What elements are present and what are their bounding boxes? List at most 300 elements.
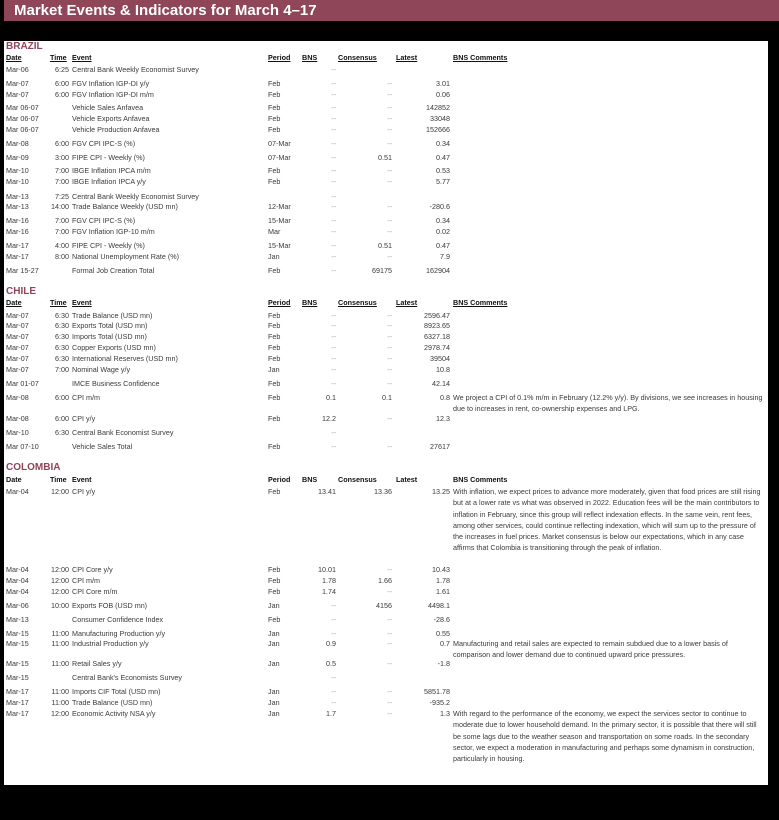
cell-consensus: -- — [387, 687, 392, 696]
column-header-consensus: Consensus — [338, 475, 377, 484]
table-row — [4, 427, 768, 438]
cell-event: Copper Exports (USD mn) — [72, 343, 156, 352]
cell-latest: 4498.1 — [428, 601, 450, 610]
cell-comment: With regard to the performance of the economy, we expect the services sector to continue to moderate due to lower household demand. In the primary sector, it is possible that there will still be some lags due to the weather season and transportation on some roads. In the secondary sector, we expect a moderation in manufacturing and perhaps some dynamism in construction, particularly in housing. — [453, 709, 757, 764]
cell-latest: 1.78 — [436, 576, 450, 585]
cell-bns: 0.9 — [326, 639, 336, 648]
cell-event: Central Bank Weekly Economist Survey — [72, 65, 199, 74]
cell-bns: -- — [331, 114, 336, 123]
table-row — [4, 102, 768, 113]
cell-time: 11:00 — [51, 629, 69, 638]
cell-bns: -- — [331, 266, 336, 275]
cell-event: Manufacturing Production y/y — [72, 629, 166, 638]
cell-period: Feb — [268, 565, 281, 574]
cell-bns: -- — [331, 139, 336, 148]
cell-event: Central Bank's Economists Survey — [72, 673, 183, 682]
cell-event: International Reserves (USD mn) — [72, 354, 178, 363]
cell-bns: 1.7 — [326, 709, 336, 718]
cell-period: Feb — [268, 393, 281, 402]
cell-latest: 0.34 — [436, 139, 450, 148]
cell-date: Mar-15 — [6, 639, 29, 648]
cell-time: 6:30 — [55, 321, 69, 330]
cell-bns: -- — [331, 428, 336, 437]
cell-consensus: -- — [387, 166, 392, 175]
table-row — [4, 138, 768, 149]
cell-latest: 0.06 — [436, 90, 450, 99]
cell-event: IBGE Inflation IPCA m/m — [72, 166, 151, 175]
column-header-bns: BNS — [302, 298, 318, 307]
cell-event: Trade Balance Weekly (USD mn) — [72, 202, 178, 211]
cell-period: Feb — [268, 266, 281, 275]
cell-period: Feb — [268, 442, 281, 451]
cell-latest: 13.25 — [432, 487, 450, 496]
cell-event: Trade Balance (USD mn) — [72, 698, 153, 707]
cell-event: Consumer Confidence Index — [72, 615, 164, 624]
table-row — [4, 378, 768, 389]
page-title: Market Events & Indicators for March 4–17 — [4, 0, 779, 21]
cell-date: Mar 06-07 — [6, 103, 39, 112]
cell-period: Feb — [268, 177, 281, 186]
cell-date: Mar-17 — [6, 252, 29, 261]
cell-bns: -- — [331, 65, 336, 74]
cell-bns: -- — [331, 216, 336, 225]
cell-time: 6:00 — [55, 79, 69, 88]
cell-bns: 1.78 — [322, 576, 336, 585]
cell-period: Jan — [268, 601, 280, 610]
cell-period: Jan — [268, 687, 280, 696]
cell-latest: -935.2 — [429, 698, 450, 707]
cell-event: CPI Core m/m — [72, 587, 118, 596]
cell-date: Mar 06-07 — [6, 125, 39, 134]
cell-latest: 3.01 — [436, 79, 450, 88]
table-row — [4, 64, 768, 75]
cell-bns: 1.74 — [322, 587, 336, 596]
header-row-chile — [4, 297, 768, 308]
cell-comment: Manufacturing and retail sales are expected to remain subdued due to a lower basis of comparison and lower demand due to continued upward price pressures. — [453, 639, 728, 660]
cell-consensus: 0.51 — [378, 153, 392, 162]
cell-period: Jan — [268, 252, 280, 261]
cell-bns: 0.1 — [326, 393, 336, 402]
cell-bns: -- — [331, 177, 336, 186]
cell-consensus: -- — [387, 103, 392, 112]
table-row — [4, 600, 768, 611]
cell-event: CPI m/m — [72, 576, 100, 585]
column-header-time: Time — [50, 298, 67, 307]
cell-latest: -280.6 — [429, 202, 450, 211]
cell-period: Feb — [268, 321, 281, 330]
cell-period: Mar — [268, 227, 281, 236]
cell-time: 6:30 — [55, 343, 69, 352]
cell-time: 7:00 — [55, 166, 69, 175]
table-row — [4, 240, 768, 251]
cell-bns: -- — [331, 687, 336, 696]
cell-bns: -- — [331, 332, 336, 341]
cell-period: Feb — [268, 332, 281, 341]
table-row — [4, 78, 768, 89]
cell-bns: 13.41 — [318, 487, 336, 496]
cell-time: 11:00 — [51, 687, 69, 696]
cell-date: Mar-07 — [6, 311, 29, 320]
cell-bns: -- — [331, 343, 336, 352]
cell-event: Imports CIF Total (USD mn) — [72, 687, 161, 696]
table-row — [4, 124, 768, 135]
cell-latest: 8923.65 — [424, 321, 450, 330]
cell-consensus: -- — [387, 365, 392, 374]
column-header-time: Time — [50, 53, 67, 62]
section-title-colombia: COLOMBIA — [6, 462, 61, 473]
cell-latest: 5.77 — [436, 177, 450, 186]
column-header-latest: Latest — [396, 475, 418, 484]
cell-time: 12:00 — [51, 565, 69, 574]
cell-period: Feb — [268, 125, 281, 134]
table-row — [4, 331, 768, 342]
cell-latest: 0.55 — [436, 629, 450, 638]
column-header-comment: BNS Comments — [453, 298, 508, 307]
cell-date: Mar-07 — [6, 79, 29, 88]
cell-latest: 10.43 — [432, 565, 450, 574]
cell-event: CPI m/m — [72, 393, 100, 402]
cell-period: Feb — [268, 166, 281, 175]
cell-event: Exports FOB (USD mn) — [72, 601, 148, 610]
cell-time: 8:00 — [55, 252, 69, 261]
cell-event: Nominal Wage y/y — [72, 365, 131, 374]
table-row — [4, 708, 768, 764]
cell-consensus: -- — [387, 629, 392, 638]
cell-period: Feb — [268, 576, 281, 585]
cell-comment: With inflation, we expect prices to advance more moderately, given that food prices are still rising but at a lower rate vs what was observed in 2022. Education fees will be the main contributors to inflation in February, since this group will reflect indexation effects. In the same vein, rent fees, among other services, could continue reflecting indexation, which will sum up to the pressure of the increases in fuel prices. Market consensus is below our expectations, which in any case affirms that Colombia is transitioning through the peak of inflation. — [453, 487, 761, 553]
cell-event: Vehicle Production Anfavea — [72, 125, 160, 134]
cell-consensus: 69175 — [372, 266, 392, 275]
cell-date: Mar-15 — [6, 673, 29, 682]
cell-time: 3:00 — [55, 153, 69, 162]
cell-consensus: 1.66 — [378, 576, 392, 585]
cell-time: 7:25 — [55, 192, 69, 201]
table-row — [4, 353, 768, 364]
cell-time: 6:30 — [55, 311, 69, 320]
cell-consensus: -- — [387, 311, 392, 320]
cell-consensus: -- — [387, 139, 392, 148]
table-row — [4, 89, 768, 100]
cell-bns: -- — [331, 103, 336, 112]
cell-event: Industrial Production y/y — [72, 639, 149, 648]
cell-event: FGV CPI IPC-S (%) — [72, 139, 136, 148]
cell-latest: 2978.74 — [424, 343, 450, 352]
cell-date: Mar-04 — [6, 576, 29, 585]
cell-bns: -- — [331, 311, 336, 320]
cell-latest: -28.6 — [433, 615, 450, 624]
column-header-comment: BNS Comments — [453, 53, 508, 62]
cell-event: Vehicle Exports Anfavea — [72, 114, 150, 123]
header-row-brazil — [4, 52, 768, 63]
cell-comment: We project a CPI of 0.1% m/m in February (12.2% y/y). By divisions, we see increases in housing due to increases in rent, co-ownership expenses and LPG. — [453, 393, 763, 414]
cell-date: Mar-10 — [6, 428, 29, 437]
column-header-event: Event — [72, 298, 92, 307]
cell-time: 6:00 — [55, 90, 69, 99]
cell-date: Mar-15 — [6, 629, 29, 638]
cell-latest: 0.02 — [436, 227, 450, 236]
cell-event: FIPE CPI - Weekly (%) — [72, 153, 145, 162]
table-row — [4, 638, 768, 660]
cell-latest: 0.47 — [436, 153, 450, 162]
cell-event: IBGE Inflation IPCA y/y — [72, 177, 146, 186]
cell-time: 12:00 — [51, 576, 69, 585]
table-row — [4, 113, 768, 124]
column-header-consensus: Consensus — [338, 298, 377, 307]
table-row — [4, 614, 768, 625]
cell-latest: 142852 — [426, 103, 450, 112]
cell-period: Feb — [268, 615, 281, 624]
table-row — [4, 586, 768, 597]
cell-period: Feb — [268, 114, 281, 123]
cell-bns: -- — [331, 79, 336, 88]
table-row — [4, 364, 768, 375]
cell-period: 12-Mar — [268, 202, 291, 211]
cell-event: IMCE Business Confidence — [72, 379, 160, 388]
cell-period: Feb — [268, 379, 281, 388]
cell-consensus: -- — [387, 615, 392, 624]
cell-consensus: -- — [387, 252, 392, 261]
cell-event: Vehicle Sales Anfavea — [72, 103, 144, 112]
cell-period: Feb — [268, 587, 281, 596]
cell-time: 11:00 — [51, 659, 69, 668]
cell-time: 7:00 — [55, 216, 69, 225]
table-row — [4, 201, 768, 212]
table-row — [4, 226, 768, 237]
cell-period: Feb — [268, 79, 281, 88]
cell-bns: -- — [331, 252, 336, 261]
cell-time: 6:00 — [55, 414, 69, 423]
cell-period: 15-Mar — [268, 216, 291, 225]
cell-date: Mar-15 — [6, 659, 29, 668]
cell-bns: -- — [331, 192, 336, 201]
cell-bns: -- — [331, 615, 336, 624]
cell-bns: -- — [331, 321, 336, 330]
cell-date: Mar-17 — [6, 687, 29, 696]
cell-consensus: -- — [387, 587, 392, 596]
cell-consensus: -- — [387, 114, 392, 123]
cell-period: Feb — [268, 311, 281, 320]
cell-consensus: -- — [387, 709, 392, 718]
column-header-consensus: Consensus — [338, 53, 377, 62]
cell-event: Central Bank Weekly Economist Survey — [72, 192, 199, 201]
cell-event: Retail Sales y/y — [72, 659, 122, 668]
cell-consensus: -- — [387, 379, 392, 388]
table-row — [4, 486, 768, 553]
events-table-panel — [4, 41, 768, 785]
cell-period: Feb — [268, 343, 281, 352]
cell-time: 6:30 — [55, 354, 69, 363]
cell-bns: -- — [331, 227, 336, 236]
column-header-bns: BNS — [302, 475, 318, 484]
cell-date: Mar 15-27 — [6, 266, 39, 275]
cell-consensus: -- — [387, 332, 392, 341]
cell-consensus: 4156 — [376, 601, 392, 610]
cell-latest: 1.3 — [440, 709, 450, 718]
table-row — [4, 575, 768, 586]
cell-date: Mar-04 — [6, 587, 29, 596]
cell-event: CPI y/y — [72, 414, 96, 423]
cell-latest: 6327.18 — [424, 332, 450, 341]
cell-consensus: -- — [387, 90, 392, 99]
table-row — [4, 152, 768, 163]
cell-latest: 10.8 — [436, 365, 450, 374]
cell-latest: 42.14 — [432, 379, 450, 388]
cell-bns: -- — [331, 90, 336, 99]
cell-consensus: -- — [387, 414, 392, 423]
cell-consensus: -- — [387, 79, 392, 88]
cell-date: Mar-06 — [6, 65, 29, 74]
table-row — [4, 686, 768, 697]
cell-latest: 0.7 — [440, 639, 450, 648]
cell-date: Mar-04 — [6, 565, 29, 574]
cell-date: Mar-07 — [6, 354, 29, 363]
cell-bns: -- — [331, 442, 336, 451]
table-row — [4, 413, 768, 424]
cell-consensus: -- — [387, 442, 392, 451]
cell-time: 7:00 — [55, 177, 69, 186]
cell-event: FIPE CPI - Weekly (%) — [72, 241, 145, 250]
cell-time: 6:25 — [55, 65, 69, 74]
cell-event: Vehicle Sales Total — [72, 442, 133, 451]
cell-period: Jan — [268, 639, 280, 648]
cell-event: Exports Total (USD mn) — [72, 321, 148, 330]
cell-latest: 162904 — [426, 266, 450, 275]
cell-consensus: -- — [387, 216, 392, 225]
cell-bns: 12.2 — [322, 414, 336, 423]
cell-period: Feb — [268, 414, 281, 423]
cell-event: Central Bank Economist Survey — [72, 428, 174, 437]
cell-date: Mar 01-07 — [6, 379, 39, 388]
cell-latest: 27617 — [430, 442, 450, 451]
cell-bns: -- — [331, 125, 336, 134]
column-header-period: Period — [268, 53, 291, 62]
cell-latest: 0.47 — [436, 241, 450, 250]
cell-event: National Unemployment Rate (%) — [72, 252, 180, 261]
cell-period: Feb — [268, 103, 281, 112]
cell-bns: -- — [331, 601, 336, 610]
cell-bns: -- — [331, 629, 336, 638]
cell-time: 6:30 — [55, 428, 69, 437]
header-row-colombia — [4, 474, 768, 485]
cell-latest: 33048 — [430, 114, 450, 123]
cell-period: Jan — [268, 659, 280, 668]
cell-bns: 0.5 — [326, 659, 336, 668]
column-header-latest: Latest — [396, 53, 418, 62]
cell-event: Trade Balance (USD mn) — [72, 311, 153, 320]
section-title-chile: CHILE — [6, 286, 36, 297]
cell-date: Mar-10 — [6, 166, 29, 175]
cell-event: Formal Job Creation Total — [72, 266, 155, 275]
cell-date: Mar-08 — [6, 139, 29, 148]
cell-bns: -- — [331, 202, 336, 211]
cell-date: Mar-07 — [6, 332, 29, 341]
cell-bns: -- — [331, 365, 336, 374]
cell-date: Mar-04 — [6, 487, 29, 496]
cell-time: 7:00 — [55, 227, 69, 236]
column-header-event: Event — [72, 53, 92, 62]
cell-time: 6:30 — [55, 332, 69, 341]
cell-time: 12:00 — [51, 587, 69, 596]
cell-time: 14:00 — [51, 202, 69, 211]
cell-date: Mar-13 — [6, 192, 29, 201]
cell-period: 15-Mar — [268, 241, 291, 250]
cell-event: FGV CPI IPC-S (%) — [72, 216, 136, 225]
cell-date: Mar-07 — [6, 343, 29, 352]
cell-date: Mar 07-10 — [6, 442, 39, 451]
cell-consensus: -- — [387, 354, 392, 363]
cell-consensus: 13.36 — [374, 487, 392, 496]
cell-bns: -- — [331, 379, 336, 388]
cell-event: Imports Total (USD mn) — [72, 332, 147, 341]
cell-date: Mar-16 — [6, 216, 29, 225]
cell-latest: 5851.78 — [424, 687, 450, 696]
table-row — [4, 672, 768, 683]
cell-latest: 39504 — [430, 354, 450, 363]
table-row — [4, 251, 768, 262]
cell-latest: 0.8 — [440, 393, 450, 402]
cell-event: CPI Core y/y — [72, 565, 113, 574]
cell-event: FGV Inflation IGP-10 m/m — [72, 227, 155, 236]
cell-period: Jan — [268, 698, 280, 707]
cell-time: 6:00 — [55, 139, 69, 148]
cell-time: 4:00 — [55, 241, 69, 250]
table-row — [4, 392, 768, 414]
table-row — [4, 165, 768, 176]
cell-consensus: 0.1 — [382, 393, 392, 402]
cell-consensus: -- — [387, 698, 392, 707]
cell-bns: 10.01 — [318, 565, 336, 574]
cell-event: Economic Activity NSA y/y — [72, 709, 156, 718]
table-row — [4, 342, 768, 353]
cell-date: Mar-07 — [6, 90, 29, 99]
column-header-bns: BNS — [302, 53, 318, 62]
cell-bns: -- — [331, 166, 336, 175]
cell-period: Jan — [268, 629, 280, 638]
cell-date: Mar-16 — [6, 227, 29, 236]
cell-date: Mar 06-07 — [6, 114, 39, 123]
cell-time: 11:00 — [51, 639, 69, 648]
cell-date: Mar-13 — [6, 615, 29, 624]
cell-date: Mar-17 — [6, 241, 29, 250]
cell-time: 6:00 — [55, 393, 69, 402]
cell-consensus: -- — [387, 125, 392, 134]
cell-date: Mar-07 — [6, 321, 29, 330]
cell-event: FGV Inflation IGP-DI y/y — [72, 79, 150, 88]
cell-latest: 0.34 — [436, 216, 450, 225]
column-header-time: Time — [50, 475, 67, 484]
table-row — [4, 265, 768, 276]
cell-event: FGV Inflation IGP-DI m/m — [72, 90, 154, 99]
cell-consensus: -- — [387, 343, 392, 352]
cell-date: Mar-17 — [6, 709, 29, 718]
cell-bns: -- — [331, 673, 336, 682]
cell-latest: 152666 — [426, 125, 450, 134]
cell-latest: -1.8 — [437, 659, 450, 668]
cell-time: 7:00 — [55, 365, 69, 374]
table-row — [4, 215, 768, 226]
cell-time: 12:00 — [51, 709, 69, 718]
cell-date: Mar-08 — [6, 414, 29, 423]
table-row — [4, 441, 768, 452]
cell-period: Jan — [268, 709, 280, 718]
cell-latest: 12.3 — [436, 414, 450, 423]
cell-bns: -- — [331, 153, 336, 162]
cell-consensus: -- — [387, 659, 392, 668]
section-title-brazil: BRAZIL — [6, 41, 43, 52]
cell-date: Mar-10 — [6, 177, 29, 186]
cell-date: Mar-08 — [6, 393, 29, 402]
column-header-date: Date — [6, 475, 22, 484]
